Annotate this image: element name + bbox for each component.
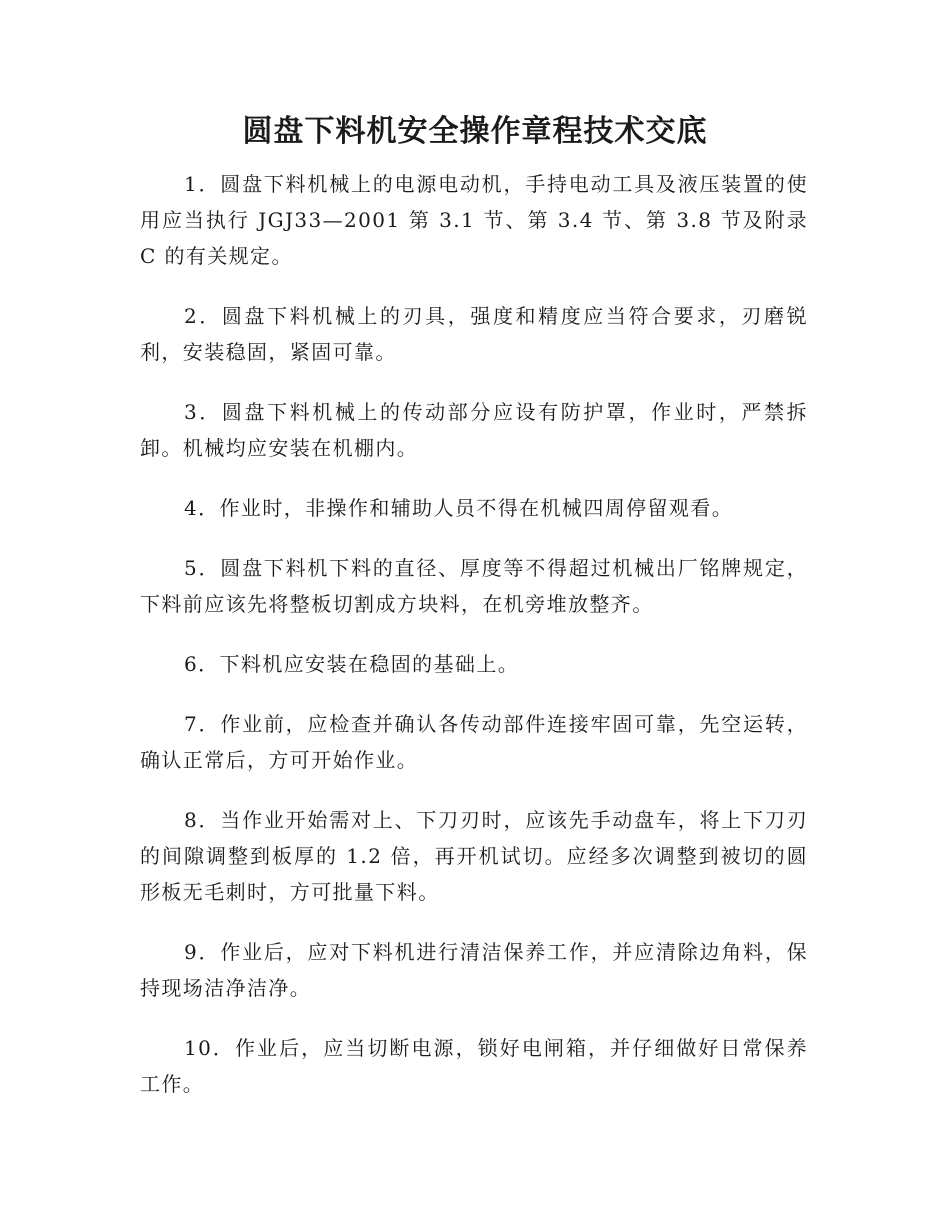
paragraph-5: 5．圆盘下料机下料的直径、厚度等不得超过机械出厂铭牌规定，下料前应该先将整板切割成方块料，在机旁堆放整齐。 xyxy=(140,556,808,616)
paragraph-9: 9．作业后，应对下料机进行清洁保养工作，并应清除边角料，保持现场洁净洁净。 xyxy=(140,940,808,1000)
paragraph-1: 1．圆盘下料机械上的电源电动机，手持电动工具及液压装置的使用应当执行 JGJ33—2001 第 3.1 节、第 3.4 节、第 3.8 节及附录 C 的有关规定。 xyxy=(140,172,808,268)
paragraph-2: 2．圆盘下料机械上的刃具，强度和精度应当符合要求，刃磨锐利，安装稳固，紧固可靠。 xyxy=(140,304,808,364)
document-title: 圆盘下料机安全操作章程技术交底 xyxy=(242,114,708,149)
paragraph-3: 3．圆盘下料机械上的传动部分应设有防护罩，作业时，严禁拆卸。机械均应安装在机棚内。 xyxy=(140,400,808,460)
paragraph-8: 8．当作业开始需对上、下刀刃时，应该先手动盘车，将上下刀刃的间隙调整到板厚的 1.2 倍，再开机试切。应经多次调整到被切的圆形板无毛刺时，方可批量下料。 xyxy=(140,808,808,904)
paragraph-4: 4．作业时，非操作和辅助人员不得在机械四周停留观看。 xyxy=(184,496,734,520)
paragraph-10: 10．作业后，应当切断电源，锁好电闸箱，并仔细做好日常保养工作。 xyxy=(140,1036,808,1096)
paragraph-7: 7．作业前，应检查并确认各传动部件连接牢固可靠，先空运转，确认正常后，方可开始作业。 xyxy=(140,712,808,772)
document-body xyxy=(140,166,808,1126)
paragraph-6: 6．下料机应安装在稳固的基础上。 xyxy=(184,652,520,676)
